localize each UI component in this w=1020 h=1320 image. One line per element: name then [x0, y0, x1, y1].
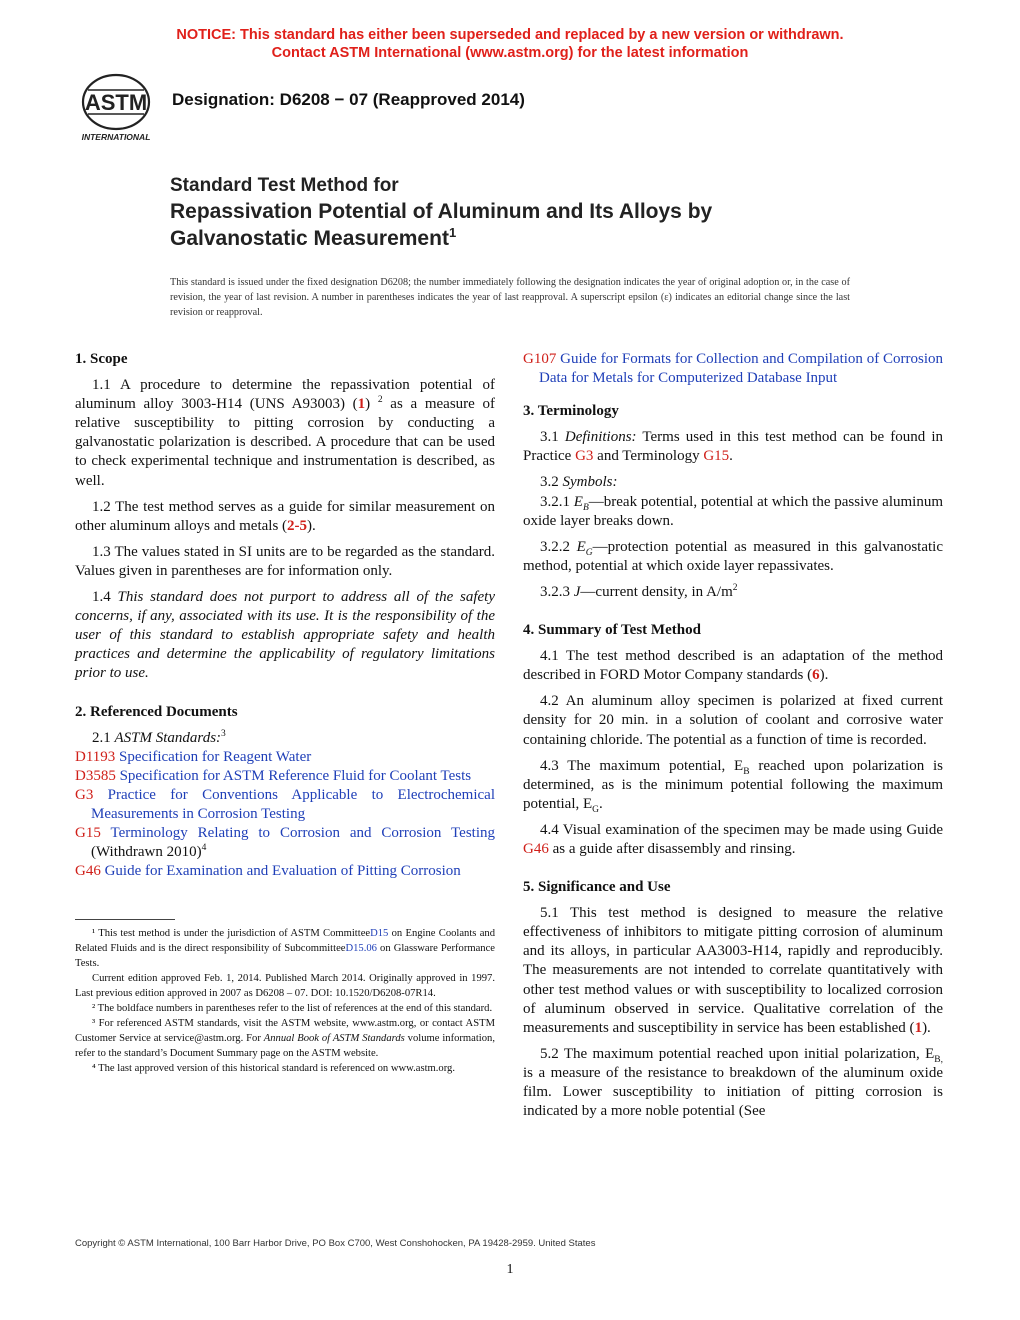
- summary-4-4: 4.4 Visual examination of the specimen may be made using Guide G46 as a guide after disassembly and rinsing.: [523, 821, 943, 857]
- summary-4-1: 4.1 The test method described is an adaptation of the method described in FORD Motor Company standards (6).: [523, 648, 943, 684]
- astm-standards-label: 2.1 ASTM Standards:$^3$: [92, 728, 226, 746]
- summary-4-2: 4.2 An aluminum alloy specimen is polarized at fixed current density for 20 min. in a solution of coolant and corrosive water containing chloride. The potential as a function of time is recorded.: [523, 693, 943, 748]
- committee-link[interactable]: D15: [370, 928, 389, 940]
- terminology-3-2-2: 3.2.2 $E_G—protection$ potential as measured in this galvanostatic method, potential at which oxide layer repassivates.: [523, 538, 944, 574]
- footnote-3: ³ For referenced ASTM standards, visit the ASTM website, www.astm.org, or contact ASTM Customer Service at service@astm.org. For Annual Book of ASTM Standards volume information, refer to the standard’s Document Summary page on the ASTM website.: [75, 1018, 495, 1060]
- copyright-line: Copyright © ASTM International, 100 Barr Harbor Drive, PO Box C700, West Conshohocken, PA 19428-2959. United States: [75, 1238, 596, 1249]
- footnote-4: ⁴ The last approved version of this historical standard is referenced on www.astm.org.: [92, 1063, 456, 1075]
- title-line-2: Repassivation Potential of Aluminum and Its Alloys by: [170, 200, 713, 223]
- logo-text: ASTM: [84, 90, 148, 115]
- ref-link-1[interactable]: 1: [357, 396, 366, 413]
- section-heading-scope: 1. Scope: [75, 351, 128, 367]
- terminology-3-2-1: 3.2.1 $E_B—break$ potential, potential at which the passive aluminum oxide layer breaks down.: [523, 493, 944, 529]
- footnote-1: ¹ This test method is under the jurisdiction of ASTM CommitteeD15 on Engine Coolants and Related Fluids and is the direct responsibility of SubcommitteeD15.06 on Glassware Performance Tests.: [75, 928, 496, 970]
- notice-banner: [0, 26, 1020, 62]
- logo-subtext: INTERNATIONAL: [81, 132, 151, 142]
- section-heading-referenced: 2. Referenced Documents: [75, 703, 238, 720]
- ref-link-6[interactable]: 6: [812, 667, 820, 684]
- right-column: [523, 350, 943, 1121]
- significance-5-1: 5.1 This test method is designed to measure the relative effectiveness of inhibitors to mitigate pitting corrosion of aluminum and its alloys, in particular AA3003-H14, rapidly and reproducibly. The measurements are not intended to correlate quantitatively with other test method values or with susceptibility to localized corrosion of aluminum observed in service. Qualitative correlation of the measurements and susceptibility in service has been established (1).: [523, 905, 943, 1036]
- g3-link[interactable]: G3: [575, 448, 594, 465]
- ref-link-1b[interactable]: 1: [914, 1019, 923, 1036]
- significance-5-2: 5.2 The maximum potential reached upon initial polarization, $E_{B,}$ is a measure of the resistance to breakdown of the aluminum oxide film. Lower susceptibility to initiation of pitting corrosion is indicated by a more noble potential (See: [523, 1045, 943, 1120]
- section-heading-summary: 4. Summary of Test Method: [523, 622, 701, 639]
- summary-4-3: 4.3 The maximum potential, $E_B$ reached upon polarization is determined, as is the minimum potential following the maximum potential, $E_G$.: [523, 757, 943, 815]
- ref-item[interactable]: G15 Terminology Relating to Corrosion and Corrosion Testing (Withdrawn 2010)$^4$: [75, 825, 495, 861]
- section-heading-terminology: 3. Terminology: [523, 403, 619, 420]
- ref-item[interactable]: G3 Practice for Conventions Applicable to Electrochemical Measurements in Corrosion Testing: [75, 786, 495, 822]
- terminology-3-2-3: 3.2.3 J—current density, in $A/m^2$: [540, 582, 738, 600]
- title-line-1: Standard Test Method for: [170, 175, 399, 196]
- scope-1-4: 1.4 This standard does not purport to address all of the safety concerns, if any, associated with its use. It is the responsibility of the user of this standard to establish appropriate safety and health practices and determine the applicability of regulatory limitations prior to use.: [75, 589, 496, 682]
- left-column: [75, 350, 495, 1076]
- scope-1-2: 1.2 The test method serves as a guide for similar measurement on other aluminum alloys and metals (2-5).: [75, 498, 495, 534]
- ref-link-2-5[interactable]: 2-5: [287, 517, 308, 534]
- document-title: [170, 174, 870, 252]
- g15-link[interactable]: G15: [703, 448, 730, 465]
- footnote-rule: [75, 919, 175, 920]
- footnote-2: ² The boldface numbers in parentheses refer to the list of references at the end of this standard.: [92, 1003, 493, 1015]
- page-number: 1: [506, 1262, 514, 1277]
- ref-item[interactable]: G107 Guide for Formats for Collection and Compilation of Corrosion Data for Metals for Computerized Database Input: [523, 351, 943, 387]
- ref-item[interactable]: D1193 Specification for Reagent Water: [75, 748, 312, 765]
- designation: Designation: D6208 − 07 (Reapproved 2014): [172, 90, 525, 109]
- footnote-1-edition: Current edition approved Feb. 1, 2014. Published March 2014. Originally approved in 1997. Last previous edition approved in 2007 as D6208 – 07. DOI: 10.1520/D6208-07R14.: [75, 973, 495, 1000]
- notice-line-1: NOTICE: This standard has either been superseded and replaced by a new version or withdrawn.: [176, 27, 844, 43]
- ref-item[interactable]: G46 Guide for Examination and Evaluation of Pitting Corrosion: [75, 863, 461, 880]
- notice-line-2: Contact ASTM International (www.astm.org) for the latest information: [271, 45, 749, 61]
- scope-1-3: 1.3 The values stated in SI units are to be regarded as the standard. Values given in parentheses are for information only.: [75, 543, 495, 579]
- section-heading-significance: 5. Significance and Use: [523, 879, 671, 896]
- astm-logo: [70, 72, 162, 144]
- terminology-3-2: 3.2 Symbols:: [540, 474, 618, 491]
- subcommittee-link[interactable]: D15.06: [345, 943, 377, 955]
- title-line-3: Galvanostatic Measurement: [170, 227, 449, 250]
- g46-link[interactable]: G46: [523, 840, 549, 857]
- terminology-3-1: 3.1 Definitions: Terms used in this test method can be found in Practice G3 and Terminology G15.: [523, 429, 944, 465]
- title-footnote-mark: 1: [448, 225, 457, 240]
- scope-1-1: 1.1 A procedure to determine the repassivation potential of aluminum alloy 3003-H14 (UNS A93003) (1) $^2$ as a measure of relative susceptibility to pitting corrosion by conducting a galvanostatic polarization is described. A procedure that can be used to check experimental technique and instrumentation is described, as well.: [75, 377, 496, 489]
- ref-item[interactable]: D3585 Specification for ASTM Reference Fluid for Coolant Tests: [75, 767, 472, 784]
- issued-note: This standard is issued under the fixed designation D6208; the number immediately following the designation indicates the year of original adoption or, in the case of revision, the year of last revision. A number in parentheses indicates the year of last reapproval. A superscript epsilon (ε) indicates an editorial change since the last revision or reapproval.: [170, 277, 850, 318]
